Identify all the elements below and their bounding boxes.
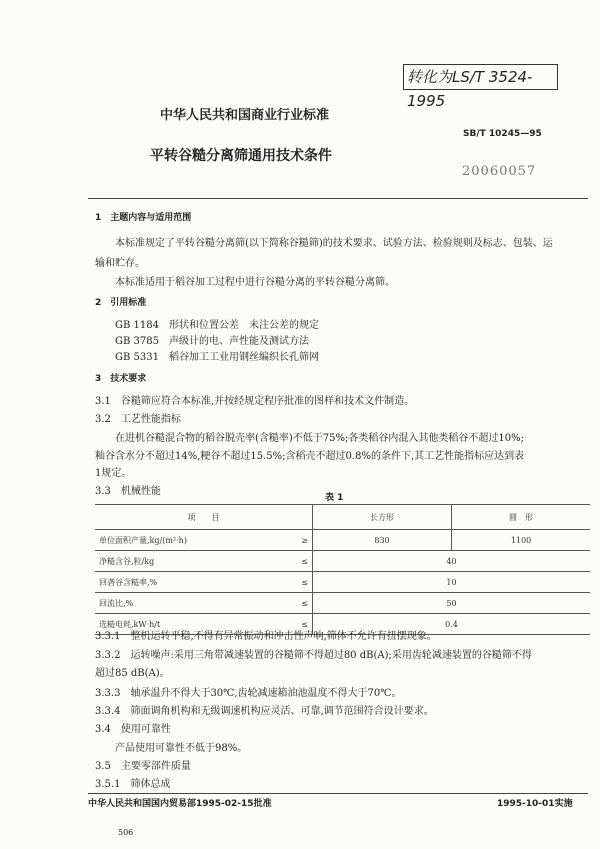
paragraph-line: 本标准规定了平转谷糙分离筛(以下简称谷糙筛)的技术要求、试验方法、检验规则及标志、包装、运	[115, 238, 553, 249]
page-number: 506	[118, 828, 134, 837]
conversion-stamp: 转化为LS/T 3524-1995	[403, 64, 558, 90]
paragraph-line: 3.3.4 筛面调角机构和无级调速机构应灵活、可靠,调节范围符合设计要求。	[95, 706, 434, 717]
standard-code: SB/T 10245—95	[463, 129, 542, 139]
table-row	[95, 593, 590, 614]
row-label: 净糙含谷,粒/kg	[95, 551, 284, 572]
paragraph-line: 3.5.1 筛体总成	[95, 779, 171, 790]
paragraph-line: 本标准适用于稻谷加工过程中进行谷糙分离的平转谷糙分离筛。	[115, 277, 395, 288]
reference-item: GB 5331 稻谷加工工业用钢丝编织长孔筛网	[115, 352, 319, 363]
row-sign: ≤	[284, 614, 313, 635]
paragraph-line: 3.3.1 整机运转平稳,不得有异常振动和冲击性声响,筛体不允许有扭摆现象。	[95, 631, 437, 642]
row-sign: ≥	[284, 530, 313, 551]
row-value: 0.4	[313, 614, 591, 635]
paragraph-line: 3.5 主要零部件质量	[95, 761, 191, 772]
reference-item: GB 1184 形状和位置公差 未注公差的规定	[115, 320, 319, 331]
paragraph-line: 3.3.2 运转噪声:采用三角带减速装置的谷糙筛不得超过80 dB(A);采用齿轮减速装置的谷糙筛不得	[95, 650, 532, 661]
row-value: 830	[313, 530, 452, 551]
performance-table	[95, 504, 590, 635]
section-heading: 2 引用标准	[95, 298, 147, 308]
header-item: 项 目	[95, 505, 313, 530]
table-row	[95, 572, 590, 593]
document-title: 平转谷糙分离筛通用技术条件	[150, 148, 332, 164]
paragraph-line: 籼谷含水分不超过14%,粳谷不超过15.5%;含稻壳不超过0.8%的条件下,其工艺性能指标应达到表	[95, 451, 525, 462]
row-label: 回流比,%	[95, 593, 284, 614]
row-sign: ≤	[284, 572, 313, 593]
paragraph-line: 3.3.3 轴承温升不得大于30℃,齿轮减速箱油池温度不得大于70℃。	[95, 688, 402, 699]
row-value: 1100	[452, 530, 591, 551]
paragraph-line: 在进机谷糙混合物的稻谷脱壳率(含糙率)不低于75%;各类稻谷内混入其他类稻谷不超过10%;	[115, 433, 524, 444]
row-sign: ≤	[284, 551, 313, 572]
reference-item: GB 3785 声级计的电、声性能及测试方法	[115, 336, 309, 347]
row-sign: ≤	[284, 593, 313, 614]
paragraph-line: 3.3 机械性能	[95, 486, 161, 497]
table-row	[95, 530, 590, 551]
footer-rule	[88, 793, 588, 794]
table-row	[95, 551, 590, 572]
row-label: 单位面积产量,kg/(m²·h)	[95, 530, 284, 551]
paragraph-line: 产品使用可靠性不低于98%。	[115, 743, 248, 754]
header-round: 圆 形	[452, 505, 591, 530]
row-label: 回砻谷含糙率,%	[95, 572, 284, 593]
paragraph-line: 3.1 谷糙筛应符合本标准,并按经规定程序批准的图样和技术文件制造。	[95, 396, 415, 407]
row-value: 40	[313, 551, 591, 572]
paragraph-line: 1规定。	[95, 468, 132, 479]
paragraph-line: 超过85 dB(A)。	[95, 668, 170, 679]
paragraph-line: 输和贮存。	[95, 258, 145, 269]
header-rule	[88, 198, 588, 199]
section-heading: 1 主题内容与适用范围	[95, 213, 192, 223]
header-rectangular: 长方形	[313, 505, 452, 530]
paragraph-line: 3.4 使用可靠性	[95, 724, 171, 735]
archive-number: 20060057	[462, 164, 537, 179]
paragraph-line: 3.2 工艺性能指标	[95, 414, 181, 425]
approval-note: 中华人民共和国国内贸易部1995-02-15批准	[88, 799, 272, 809]
row-label: 选糙电耗,kW·h/t	[95, 614, 284, 635]
section-heading: 3 技术要求	[95, 374, 147, 384]
row-value: 50	[313, 593, 591, 614]
table-header-row	[95, 505, 590, 530]
effective-date: 1995-10-01实施	[497, 799, 573, 809]
row-value: 10	[313, 572, 591, 593]
org-title: 中华人民共和国商业行业标准	[160, 108, 330, 123]
table-caption: 表 1	[325, 493, 344, 503]
